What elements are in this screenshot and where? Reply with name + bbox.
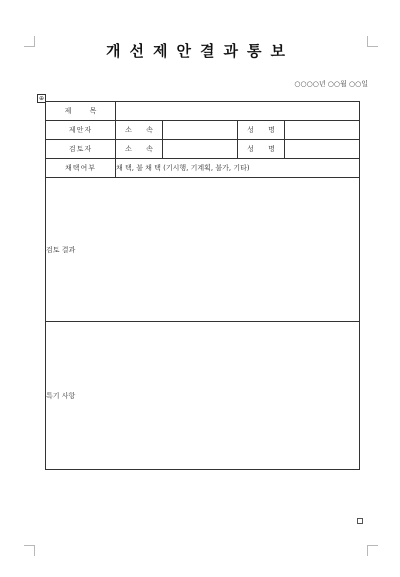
subject-field[interactable]: [116, 102, 360, 121]
adoption-label: 채택여부: [46, 159, 116, 178]
reviewer-name-field[interactable]: [285, 140, 360, 159]
document-title: 개선제안결과통보: [106, 42, 294, 60]
subject-row: [46, 102, 360, 121]
table-anchor-icon[interactable]: ⊕: [38, 95, 45, 102]
reviewer-row: [46, 140, 360, 159]
date-line: ○○○○년 ○○월 ○○일: [294, 80, 368, 88]
proposer-dept-field[interactable]: [163, 121, 238, 140]
reviewer-dept-field[interactable]: [163, 140, 238, 159]
proposer-dept-label: 소 속: [116, 121, 163, 140]
proposal-result-form: [45, 101, 360, 470]
subject-label: 제 목: [46, 102, 116, 121]
special-notes-row: [46, 322, 360, 470]
proposer-label: 제안자: [46, 121, 116, 140]
proposer-name-label: 성 명: [238, 121, 285, 140]
crop-mark-bottom-right: [367, 545, 378, 556]
reviewer-name-label: 성 명: [238, 140, 285, 159]
reviewer-dept-label: 소 속: [116, 140, 163, 159]
special-notes-label: 특기 사항: [46, 391, 76, 400]
adoption-row: [46, 159, 360, 178]
review-result-row: [46, 178, 360, 322]
review-result-area[interactable]: [46, 178, 360, 322]
review-result-label: 검토 결과: [46, 245, 76, 254]
table-resize-handle[interactable]: [357, 518, 363, 524]
proposer-name-field[interactable]: [285, 121, 360, 140]
proposer-row: [46, 121, 360, 140]
reviewer-label: 검토자: [46, 140, 116, 159]
special-notes-area[interactable]: [46, 322, 360, 470]
crop-mark-bottom-left: [24, 545, 35, 556]
adoption-options[interactable]: 채 택, 불 채 택 (기시행, 기계획, 불가, 기타): [116, 159, 360, 178]
